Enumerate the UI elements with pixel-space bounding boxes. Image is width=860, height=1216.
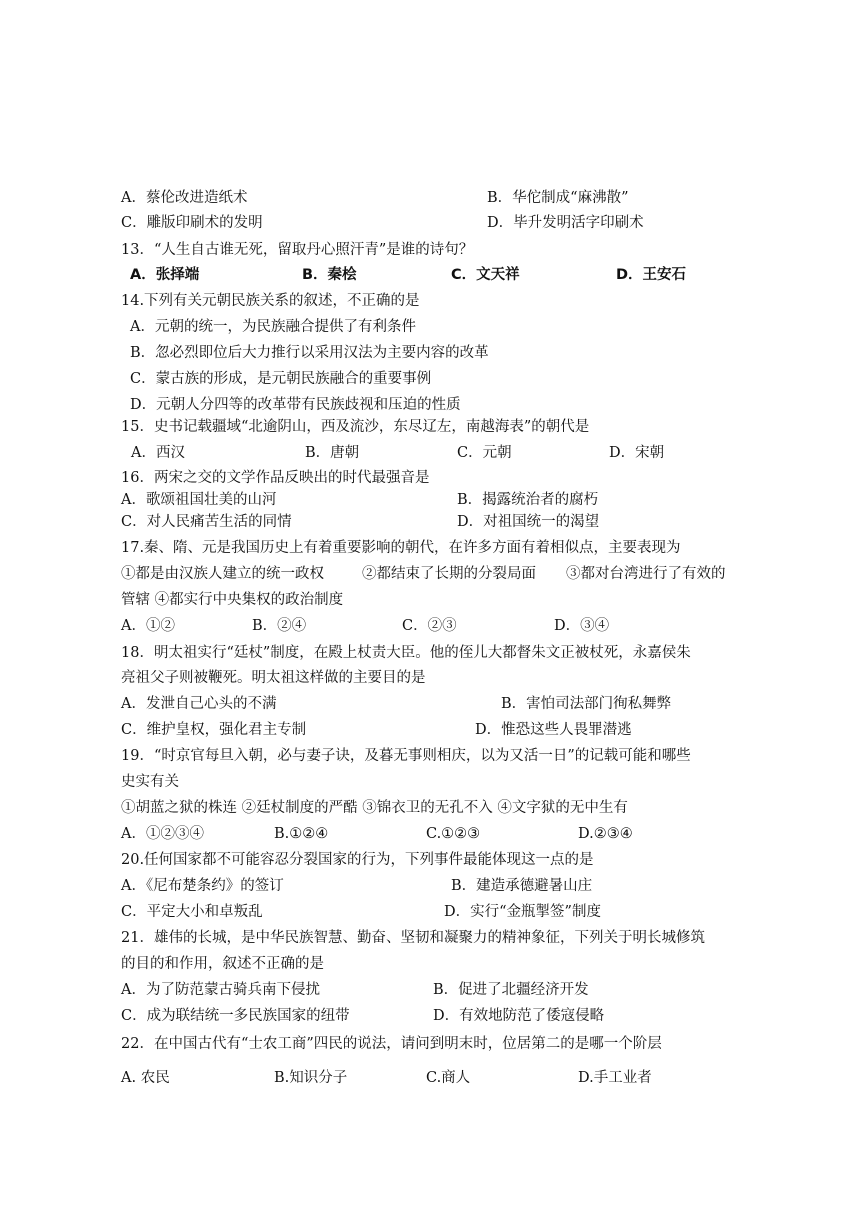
option-text: A．歌颂祖国壮美的山河	[121, 492, 277, 508]
line-text: C．蒙古族的形成，是元朝民族融合的重要事例	[130, 371, 432, 387]
text-line	[0, 366, 860, 392]
option-text: B．揭露统治者的腐朽	[457, 492, 599, 508]
option-text: D.②③④	[578, 826, 633, 842]
line-text: 20.任何国家都不可能容忍分裂国家的行为，下列事件最能体现这一点的是	[121, 852, 594, 868]
line-text: B．忽必烈即位后大力推行以采用汉法为主要内容的改革	[130, 345, 489, 361]
option-text: B.知识分子	[274, 1070, 348, 1086]
option-text: D.手工业者	[578, 1070, 652, 1086]
option-text: A．①②③④	[121, 826, 204, 842]
option-text: A．①②	[121, 618, 175, 634]
text-line	[0, 873, 860, 899]
option-text: ②都结束了长期的分裂局面	[362, 566, 536, 582]
line-text: A．元朝的统一，为民族融合提供了有利条件	[130, 319, 416, 335]
line-text: 亮祖父子则被鞭死。明太祖这样做的主要目的是	[121, 670, 426, 686]
option-text: D．毕升发明活字印刷术	[487, 215, 644, 231]
option-text: B．②④	[252, 618, 307, 634]
line-text: 22．在中国古代有“士农工商”四民的说法，请问到明末时，位居第二的是哪一个阶层	[121, 1036, 662, 1052]
option-text: B．促进了北疆经济开发	[433, 982, 589, 998]
line-text: 17.秦、隋、元是我国历史上有着重要影响的朝代，在许多方面有着相似点，主要表现为	[121, 540, 681, 556]
text-line	[0, 1031, 860, 1057]
line-text: D．元朝人分四等的改革带有民族歧视和压迫的性质	[130, 397, 461, 413]
line-text: 史实有关	[121, 774, 179, 790]
line-text: 15．史书记载疆域“北逾阴山，西及流沙，东尽辽左，南越海表”的朝代是	[121, 419, 590, 435]
line-text: 21．雄伟的长城，是中华民族智慧、勤奋、坚韧和凝聚力的精神象征，下列关于明长城修筑	[121, 930, 705, 946]
option-text: A．为了防范蒙古骑兵南下侵扰	[121, 982, 320, 998]
text-line	[0, 340, 860, 366]
text-line	[0, 314, 860, 340]
text-line	[0, 640, 860, 666]
text-line	[0, 821, 860, 847]
text-line	[0, 1003, 860, 1029]
line-text: 18．明太祖实行“廷杖”制度，在殿上杖责大臣。他的侄儿大都督朱文正被杖死，永嘉侯朱	[121, 645, 691, 661]
option-text: C．元朝	[457, 445, 512, 461]
option-text: B．唐朝	[305, 445, 360, 461]
option-text: C．对人民痛苦生活的同情	[121, 514, 292, 530]
text-line	[0, 237, 860, 263]
text-line	[0, 691, 860, 717]
option-text: A．西汉	[131, 445, 185, 461]
option-text: C.①②③	[426, 826, 481, 842]
option-text: C．平定大小和卓叛乱	[121, 904, 263, 920]
line-text: 16．两宋之交的文学作品反映出的时代最强音是	[121, 470, 430, 486]
option-text: ③都对台湾进行了有效的	[566, 566, 726, 582]
option-text: ①都是由汉族人建立的统一政权	[121, 566, 324, 582]
option-text: D．惟恐这些人畏罪潜逃	[475, 722, 632, 738]
option-text: B．秦桧	[302, 267, 357, 283]
text-line	[0, 847, 860, 873]
text-line	[0, 613, 860, 639]
text-line	[0, 977, 860, 1003]
option-text: B.①②④	[274, 826, 329, 842]
option-text: A．《尼布楚条约》的签订	[121, 878, 284, 894]
text-line	[0, 262, 860, 288]
option-text: B．华佗制成“麻沸散”	[487, 190, 629, 206]
line-text: ①胡蓝之狱的株连 ②廷杖制度的严酷 ③锦衣卫的无孔不入 ④文字狱的无中生有	[121, 800, 628, 816]
text-line	[0, 769, 860, 795]
text-line	[0, 665, 860, 691]
option-text: D．宋朝	[609, 445, 665, 461]
option-text: C．成为联结统一多民族国家的纽带	[121, 1008, 350, 1024]
line-text: 19．“时京官每旦入朝，必与妻子诀，及暮无事则相庆，以为又活一日”的记载可能和哪些	[121, 748, 691, 764]
option-text: B．建造承德避暑山庄	[451, 878, 593, 894]
text-line	[0, 509, 860, 535]
text-line	[0, 717, 860, 743]
text-line	[0, 440, 860, 466]
option-text: D．有效地防范了倭寇侵略	[433, 1008, 605, 1024]
option-text: D．对祖国统一的渴望	[457, 514, 600, 530]
option-text: A．张择端	[130, 267, 200, 283]
text-line	[0, 414, 860, 440]
option-text: C．维护皇权，强化君主专制	[121, 722, 307, 738]
text-line	[0, 743, 860, 769]
text-line	[0, 587, 860, 613]
text-line	[0, 561, 860, 587]
option-text: A. 农民	[121, 1070, 170, 1086]
text-line	[0, 899, 860, 925]
line-text: 13．“人生自古谁无死，留取丹心照汗青”是谁的诗句？	[121, 242, 474, 258]
text-line	[0, 1065, 860, 1091]
text-line	[0, 535, 860, 561]
line-text: 的目的和作用，叙述不正确的是	[121, 956, 324, 972]
option-text: A．发泄自己心头的不满	[121, 696, 277, 712]
text-line	[0, 951, 860, 977]
line-text: 管辖 ④都实行中央集权的政治制度	[121, 592, 344, 608]
text-line	[0, 185, 860, 211]
text-line	[0, 925, 860, 951]
option-text: A．蔡伦改进造纸术	[121, 190, 248, 206]
option-text: D．王安石	[616, 267, 687, 283]
option-text: C.商人	[426, 1070, 471, 1086]
option-text: B．害怕司法部门徇私舞弊	[501, 696, 672, 712]
option-text: C．文天祥	[451, 267, 520, 283]
text-line	[0, 795, 860, 821]
option-text: D．③④	[554, 618, 610, 634]
line-text: 14.下列有关元朝民族关系的叙述，不正确的是	[121, 293, 420, 309]
option-text: C．②③	[402, 618, 457, 634]
option-text: C．雕版印刷术的发明	[121, 215, 263, 231]
text-line	[0, 288, 860, 314]
option-text: D．实行“金瓶掣签”制度	[444, 904, 601, 920]
text-line	[0, 210, 860, 236]
